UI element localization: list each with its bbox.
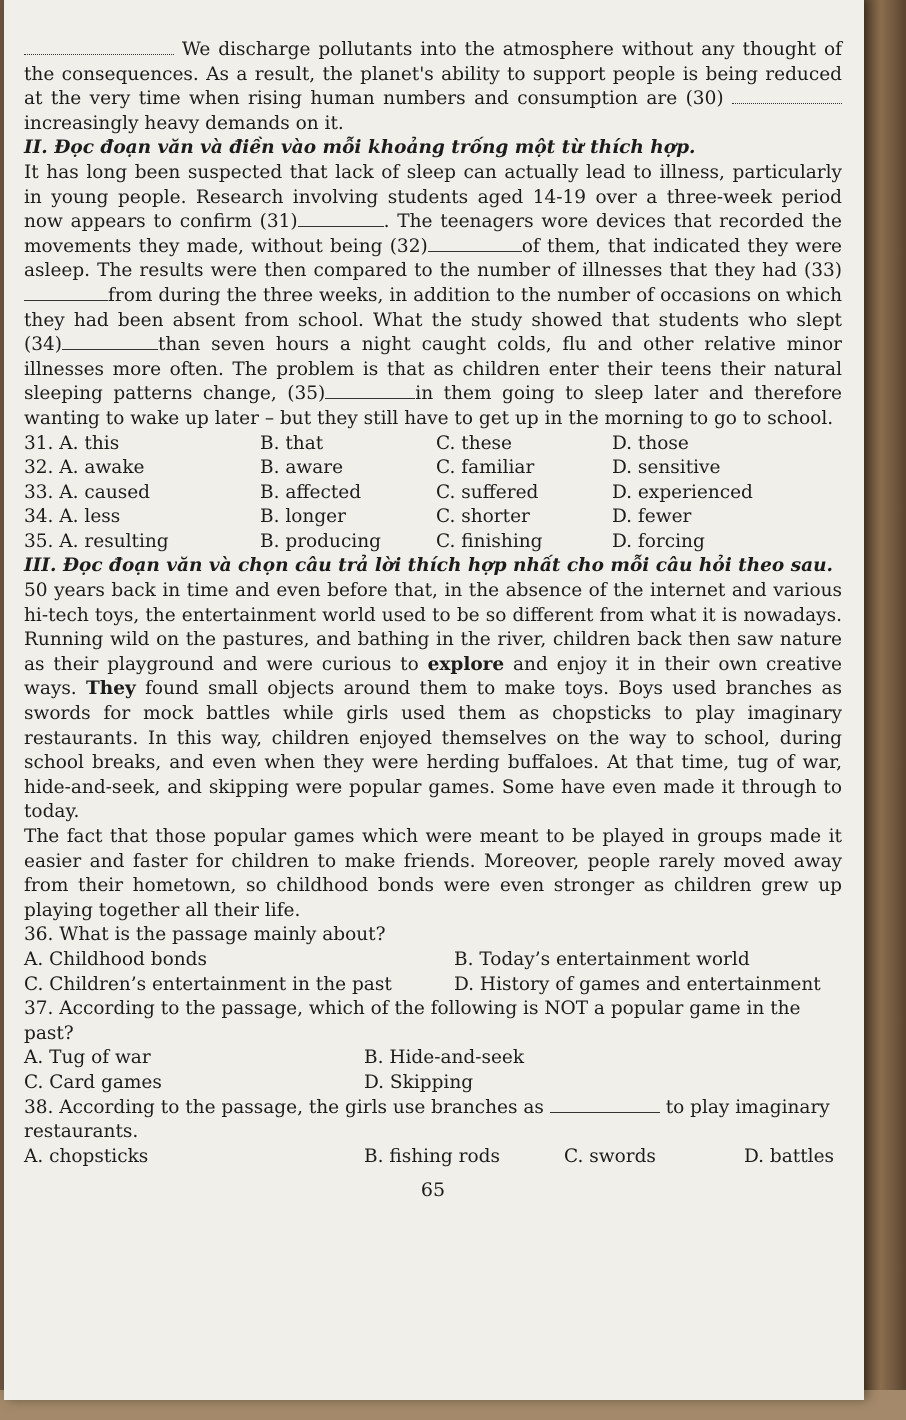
page-number: 65 bbox=[420, 1179, 446, 1202]
section-3-paragraph-2: The fact that those popular games which were meant to be played in groups made it easier and faster for children to make friends. Moreover, people rarely moved away from their hometown, so childhood bonds were even stronger as children grew up playing together all their life. bbox=[24, 826, 842, 921]
option-38-b[interactable]: B. fishing rods bbox=[364, 1145, 500, 1167]
blank-30[interactable] bbox=[732, 89, 842, 104]
option-35-d[interactable]: D. forcing bbox=[612, 530, 705, 552]
blank-32[interactable] bbox=[428, 251, 522, 252]
option-33-a[interactable]: 33. A. caused bbox=[24, 481, 151, 503]
option-37-a[interactable]: A. Tug of war bbox=[24, 1047, 151, 1069]
section-2-passage: It has long been suspected that lack of sleep can actually lead to illness, particularly in young people. Research involving students aged 14-19 over a three-week period now appears to confirm (31) . The teenagers wore devices that recorded the movements they made, without being (32) of them, that indicated they were asleep. The results were then compared to the number of illnesses that they had (33)from during the three weeks, in addition to the number of occasions on which they had been absent from school. What the study showed that students who slept (34) than seven hours a night caught colds, flu and other relative minor illnesses more often. The problem is that as children enter their teens their natural sleeping patterns change, (35) in them going to sleep later and therefore wanting to wake up later – but they still have to get up in the morning to go to school. bbox=[24, 161, 843, 429]
section-3-heading: III. Đọc đoạn văn và chọn câu trả lời thích hợp nhất cho mỗi câu hỏi theo sau. bbox=[24, 555, 833, 577]
option-32-a[interactable]: 32. A. awake bbox=[24, 457, 145, 479]
page-content bbox=[24, 38, 842, 1201]
blank-34[interactable] bbox=[62, 349, 158, 350]
question-33-options bbox=[24, 481, 842, 506]
option-34-b[interactable]: B. longer bbox=[260, 506, 346, 528]
question-35-options bbox=[24, 530, 842, 555]
section-2-heading: II. Đọc đoạn văn và điền vào mỗi khoảng trống một từ thích hợp. bbox=[24, 137, 696, 159]
option-33-c[interactable]: C. suffered bbox=[436, 481, 539, 503]
question-38: 38. According to the passage, the girls use branches as to play imaginary restaurants. bbox=[24, 1096, 830, 1143]
option-33-d[interactable]: D. experienced bbox=[612, 481, 753, 503]
option-37-d[interactable]: D. Skipping bbox=[364, 1071, 474, 1093]
question-36: 36. What is the passage mainly about? bbox=[24, 924, 386, 946]
option-33-b[interactable]: B. affected bbox=[260, 481, 362, 503]
intro-paragraph: We discharge pollutants into the atmosphere without any thought of the consequences. As a result, the planet's ability to support people is being reduced at the very time when rising human numbers and consumption are (30) increasingly heavy demands on it. bbox=[24, 39, 842, 134]
option-38-c[interactable]: C. swords bbox=[564, 1145, 656, 1167]
option-35-c[interactable]: C. finishing bbox=[436, 530, 543, 552]
option-34-d[interactable]: D. fewer bbox=[612, 506, 692, 528]
option-35-b[interactable]: B. producing bbox=[260, 530, 381, 552]
option-34-c[interactable]: C. shorter bbox=[436, 506, 530, 528]
question-38-options bbox=[24, 1145, 842, 1170]
option-32-b[interactable]: B. aware bbox=[260, 457, 344, 479]
option-38-d[interactable]: D. battles bbox=[744, 1145, 835, 1167]
option-36-d[interactable]: D. History of games and entertainment bbox=[454, 973, 821, 995]
question-34-options bbox=[24, 505, 842, 530]
table-background bbox=[864, 0, 906, 1420]
question-31-options bbox=[24, 432, 842, 457]
option-32-c[interactable]: C. familiar bbox=[436, 457, 535, 479]
blank-33[interactable] bbox=[24, 300, 108, 301]
option-36-c[interactable]: C. Children’s entertainment in the past bbox=[24, 973, 392, 995]
keyword-they: They bbox=[86, 678, 136, 700]
option-34-a[interactable]: 34. A. less bbox=[24, 506, 121, 528]
option-36-b[interactable]: B. Today’s entertainment world bbox=[454, 948, 750, 970]
question-36-options bbox=[24, 948, 842, 997]
option-37-b[interactable]: B. Hide-and-seek bbox=[364, 1047, 525, 1069]
blank-dotted[interactable] bbox=[24, 40, 174, 55]
option-31-c[interactable]: C. these bbox=[436, 432, 512, 454]
blank-38[interactable] bbox=[550, 1112, 660, 1113]
blank-35[interactable] bbox=[325, 398, 415, 399]
worksheet-page bbox=[4, 0, 864, 1400]
keyword-explore: explore bbox=[427, 653, 505, 675]
option-31-b[interactable]: B. that bbox=[260, 432, 324, 454]
option-36-a[interactable]: A. Childhood bonds bbox=[24, 948, 208, 970]
question-32-options bbox=[24, 456, 842, 481]
section-3-paragraph-1: 50 years back in time and even before that, in the absence of the internet and various hi-tech toys, the entertainment world used to be so different from what it is nowadays. Running wild on the pastures, and bathing in the river, children back then saw nature as their playground and were curious to explore and enjoy it in their own creative ways. They found small objects around them to make toys. Boys used branches as swords for mock battles while girls used them as chopsticks to play imaginary restaurants. In this way, children enjoyed themselves on the way to school, during school breaks, and even when they were herding buffaloes. At that time, tug of war, hide-and-seek, and skipping were popular games. Some have even made it through to today. bbox=[24, 580, 842, 823]
option-31-a[interactable]: 31. A. this bbox=[24, 432, 120, 454]
option-35-a[interactable]: 35. A. resulting bbox=[24, 530, 169, 552]
option-32-d[interactable]: D. sensitive bbox=[612, 457, 721, 479]
option-31-d[interactable]: D. those bbox=[612, 432, 689, 454]
option-37-c[interactable]: C. Card games bbox=[24, 1071, 162, 1093]
blank-31[interactable] bbox=[298, 226, 384, 227]
question-37-options bbox=[24, 1046, 842, 1095]
option-38-a[interactable]: A. chopsticks bbox=[24, 1145, 149, 1167]
question-37: 37. According to the passage, which of the following is NOT a popular game in the past? bbox=[24, 998, 801, 1044]
section-2-options bbox=[24, 432, 842, 555]
